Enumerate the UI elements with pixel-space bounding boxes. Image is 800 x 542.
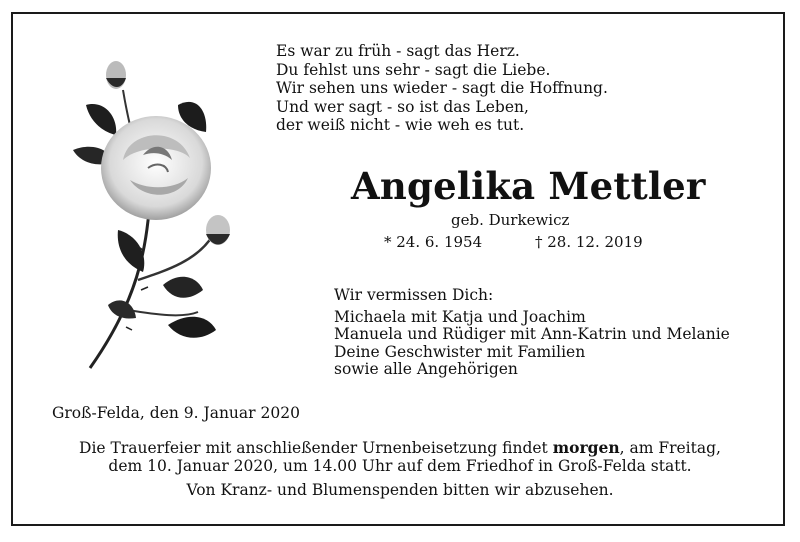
birth-name: geb. Durkewicz [451, 211, 570, 229]
mourner-line: sowie alle Angehörigen [334, 360, 518, 378]
ceremony-line-2: dem 10. Januar 2020, um 14.00 Uhr auf dem Friedhof in Groß-Felda statt. [108, 457, 692, 475]
mourners-block [334, 287, 730, 379]
ceremony-line-1 [30, 438, 770, 458]
mourners-intro: Wir vermissen Dich: [334, 286, 494, 304]
deceased-name: Angelika Mettler [351, 164, 706, 208]
mourner-line: Deine Geschwister mit Familien [334, 342, 586, 361]
death-date: † 28. 12. 2019 [535, 233, 643, 251]
poem-line: Du fehlst uns sehr - sagt die Liebe. [276, 60, 551, 79]
poem-line: Wir sehen uns wieder - sagt die Hoffnung. [276, 79, 608, 97]
poem-line: Und wer sagt - so ist das Leben, [276, 97, 529, 116]
ceremony-line-3: Von Kranz- und Blumenspenden bitten wir abzusehen. [186, 481, 614, 499]
poem-line: Es war zu früh - sagt das Herz. [276, 42, 520, 60]
poem-line: der weiß nicht - wie weh es tut. [276, 116, 525, 134]
mourner-line: Manuela und Rüdiger mit Ann-Katrin und Melanie [334, 325, 730, 343]
ceremony-emphasis: morgen [552, 438, 620, 457]
poem [276, 42, 608, 135]
place-date: Groß-Felda, den 9. Januar 2020 [52, 404, 300, 422]
birth-date: * 24. 6. 1954 [384, 233, 483, 251]
ceremony-text: Die Trauerfeier mit anschließender Urnenbeisetzung findet [79, 439, 553, 457]
rose-icon [68, 50, 248, 375]
ceremony-text: , am Freitag, [619, 439, 721, 457]
mourner-line: Michaela mit Katja und Joachim [334, 307, 586, 326]
